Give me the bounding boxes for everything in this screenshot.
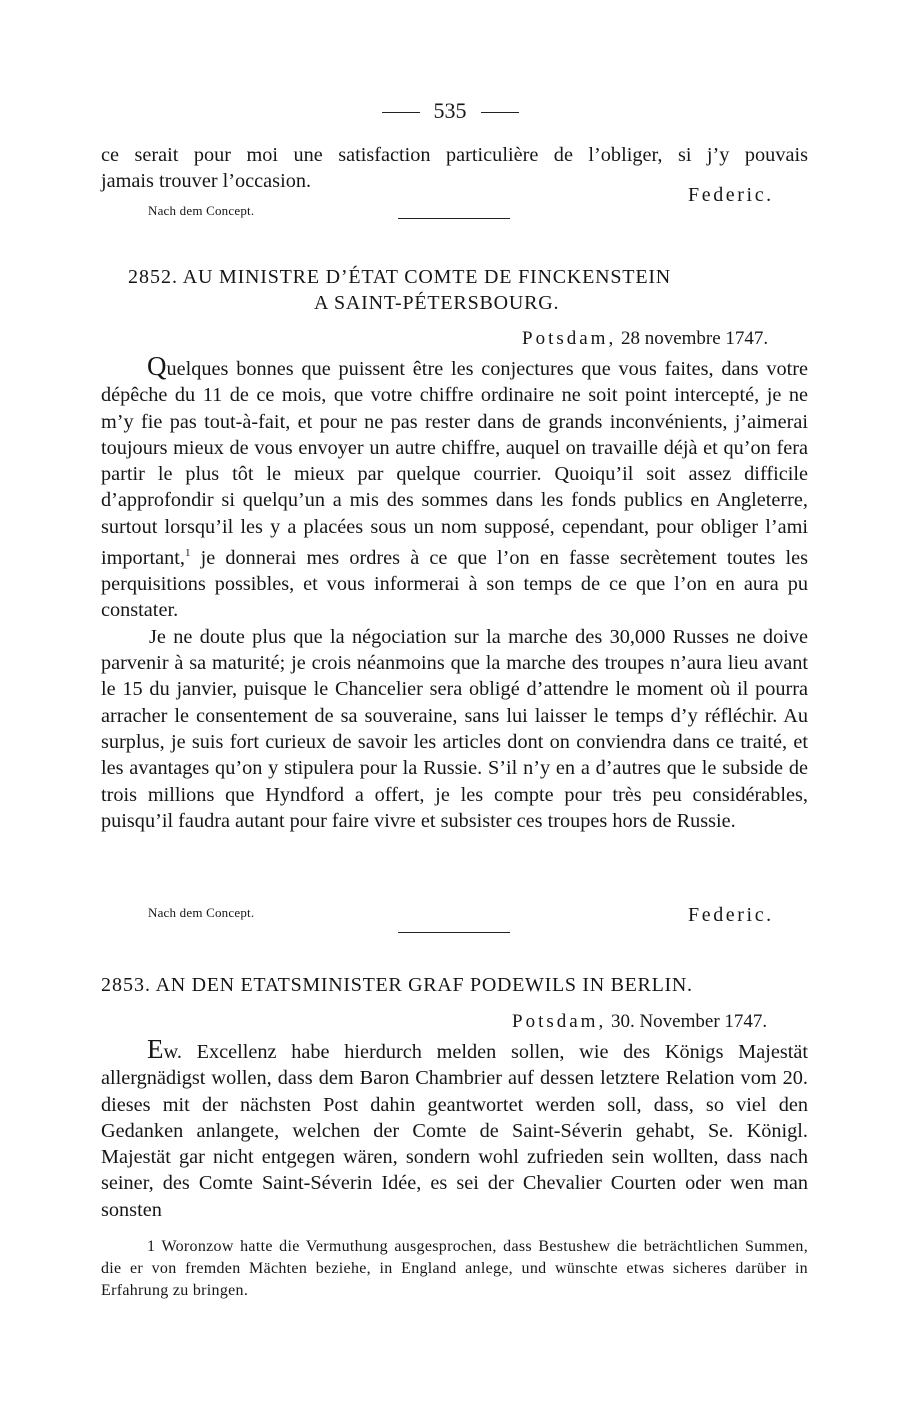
page-number-dash-left	[382, 112, 420, 113]
continuation-text	[101, 142, 808, 168]
page-number-row	[0, 96, 900, 126]
continuation-line-2: jamais trouver l’occasion.	[101, 170, 312, 192]
letter-2853-initial: E	[147, 1034, 164, 1064]
section-rule-2	[398, 932, 510, 933]
page-number-dash-right	[481, 112, 519, 113]
letter-2853-number: 2853.	[101, 974, 151, 996]
letter-2852-paragraph-1-end: je donnerai mes ordres à ce que l’on en fasse secrètement toutes les perquisitions possibles, et vous informerai à son temps de ce que l’on en aura pu constater.	[101, 546, 808, 622]
letter-2852-heading	[128, 264, 808, 290]
footnote-reference: 1	[184, 547, 191, 560]
letter-2853-dateline	[512, 1010, 767, 1034]
footnote	[101, 1236, 808, 1302]
page-number: 535	[433, 98, 467, 123]
letter-2853-heading-row	[101, 972, 808, 998]
letter-2852-place: Potsdam,	[522, 328, 617, 349]
letter-2852-dateline	[522, 327, 768, 351]
letter-2852-number: 2852.	[128, 266, 178, 288]
letter-2853-paragraph-1	[101, 1036, 808, 1223]
section-rule-1	[398, 218, 510, 219]
letter-2852-paragraph-1	[101, 353, 808, 624]
letter-2853-paragraph-1-text: w. Excellenz habe hierdurch melden sollen, wie des Königs Majestät allergnädigst wollen, dass dem Baron Chambrier auf dessen letztere Relation vom 20. dieses mit der nächsten Post dahin geantwortet werden soll, dass, so viel den Gedanken anlangete, welchen der Comte de Saint-Séverin gehabt, Se. Königl. Majestät gar nicht entgegen wären, sondern wohl zufrieden sein wollten, dass nach seiner, des Comte Saint-Séverin Idée, es sei der Chevalier Courten oder wen man sonsten	[101, 1041, 808, 1221]
letter-2852-date: 28 novembre 1747.	[620, 328, 769, 349]
letter-2853-heading: AN DEN ETATSMINISTER GRAF PODEWILS IN BERLIN.	[155, 974, 693, 996]
letter-2853-place: Potsdam,	[512, 1011, 607, 1032]
footnote-mark: 1	[147, 1238, 156, 1255]
signature-top: Federic.	[688, 184, 774, 206]
signature-2852: Federic.	[688, 904, 774, 926]
letter-2852-heading-line2: A SAINT-PÉTERSBOURG.	[314, 292, 560, 314]
letter-2852-paragraph-2: Je ne doute plus que la négociation sur la marche des 30,000 Russes ne doive parvenir à sa maturité; je crois néanmoins que la marche des troupes n’aura lieu avant le 15 du janvier, puisque le Chancelier sera obligé d’attendre le moment où il pourra arracher le consentement de sa souveraine, sans lui laisser le temps d’y réfléchir. Au surplus, je suis fort curieux de savoir les articles dont on conviendra dans ce traité, et les avantages qu’on y stipulera pour la Russie. S’il n’y en a d’autres que le subside de trois millions que Hyndford a offert, je les compte pour très peu considérables, puisqu’il faudra autant pour faire vivre et subsister ces troupes hors de Russie.	[101, 625, 808, 832]
footnote-body: Woronzow hatte die Vermuthung ausgesprochen, dass Bestushew die beträchtlichen Summen, die er von fremden Mächten beziehe, in England anlege, und wünschte etwas sicheres darüber in Erfahrung zu bringen.	[101, 1238, 808, 1299]
source-note-2852: Nach dem Concept.	[148, 905, 255, 920]
letter-2852-initial: Q	[147, 351, 167, 381]
continuation-line-1: ce serait pour moi une satisfaction particulière de l’obliger, si j’y pouvais	[101, 144, 808, 166]
source-note-top: Nach dem Concept.	[148, 203, 255, 218]
letter-2852-paragraph-1-text: uelques bonnes que puissent être les conjectures que vous faites, dans votre dépêche du 11 de ce mois, que votre chiffre ordinaire ne soit point intercepté, je ne m’y fie pas tout-à-fait, et pour ne pas rester dans de grands inconvénients, j’aimerai toujours mieux de vous envoyer un autre chiffre, auquel on travaille déjà et qu’on fera partir le plus tôt le mieux par quelque courrier. Quoiqu’il soit assez difficile d’approfondir si quelqu’un a mis des sommes dans les fonds publics en Angleterre, surtout lorsqu’il les y a placées sous un nom supposé, cependant, pour obliger l’ami important,	[101, 358, 808, 569]
letter-2853-date: 30. November 1747.	[610, 1011, 768, 1032]
letter-2852-heading-line1: AU MINISTRE D’ÉTAT COMTE DE FINCKENSTEIN	[182, 266, 672, 288]
letter-2853-body	[101, 1036, 808, 1223]
footnote-text	[101, 1236, 808, 1302]
letter-2852-body	[101, 353, 808, 834]
